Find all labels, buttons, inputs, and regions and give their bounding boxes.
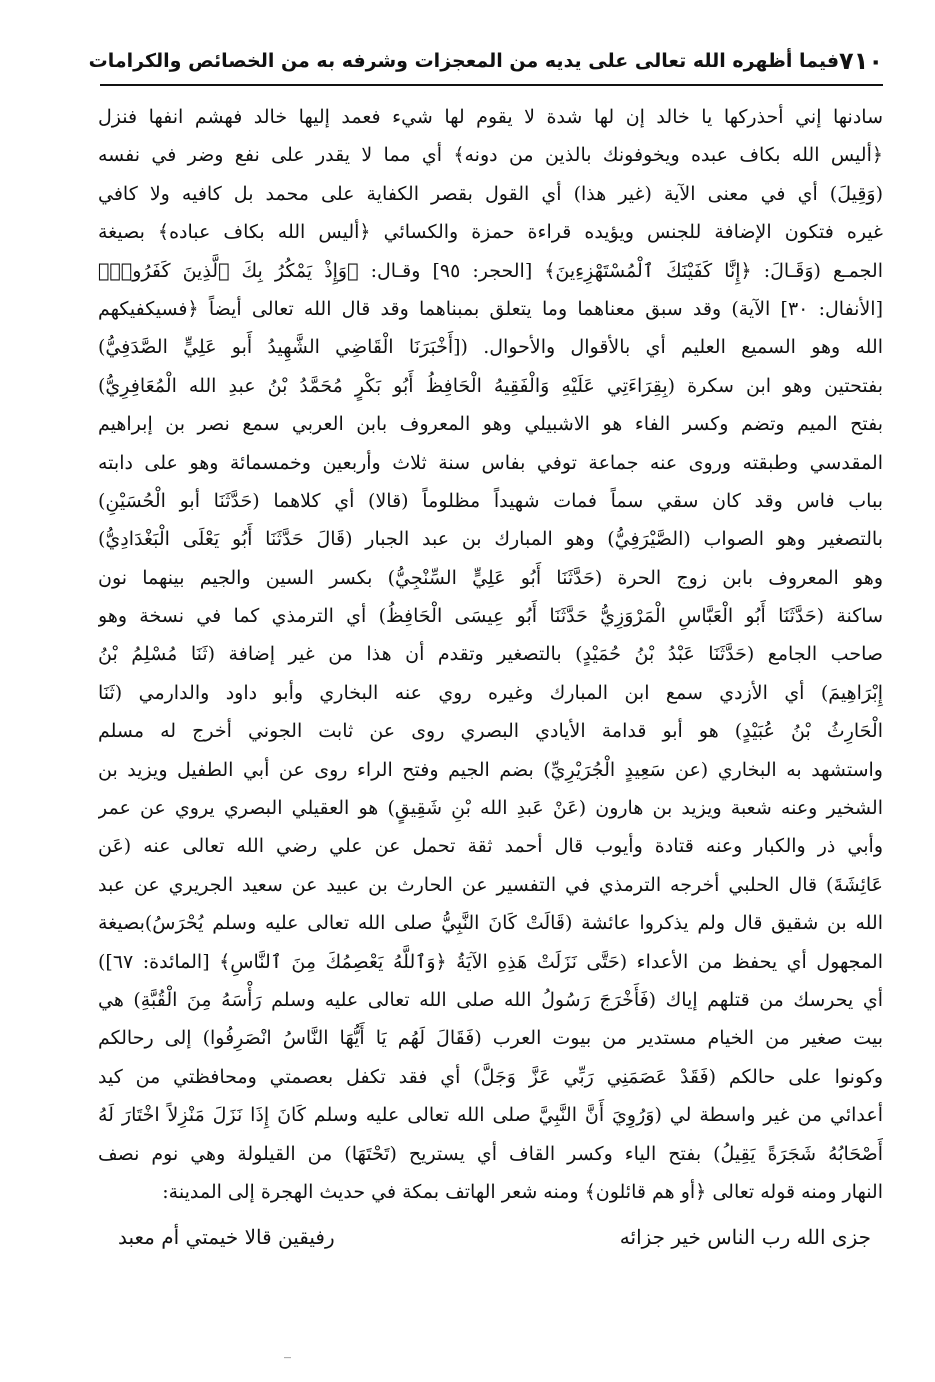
text-line: المقدسي وطبقته وروى عنه جماعة توفي بفاس سنة ثلاث وأربعين وخمسمائة وهو على دابته [98, 451, 883, 474]
text-line: واستشهد به البخاري (عن سَعِيدٍ الْجُرَيْرِيِّ) بضم الجيم وفتح الراء روى عن أبي الطفيل ويزيد بن [98, 758, 883, 781]
text-line: وكونوا على حالكم (فَقَدْ عَصَمَنِي رَبِّي عَزَّ وَجَلَّ) أي فقد تكفل بعصمتي ومحافظتي من كيد [98, 1065, 883, 1088]
text-line: [الأنفال: ٣٠] الآية) وقد سبق معناهما وما يتعلق بمبناهما وقد قال الله تعالى أيضاً ﴿فسيكفيكهم [98, 297, 883, 320]
text-line: بفتح الميم وتضم وكسر الفاء هو الاشبيلي وهو المعروف بابن العربي سمع نصر بن إبراهيم [98, 413, 883, 436]
text-line: بالتصغير وهو الصواب (الصَّيْرَفِيُّ) وهو المبارك بن عبد الجبار (قَالَ حَدَّثَنَا أَبُو يَعْلَى الْبَغْدَادِيُّ) [98, 528, 883, 551]
text-line: سادنها إني أحذركها يا خالد إن لها شدة لا يقوم لها شيء فعمد إليها خالد فهشم انفها فنزل [98, 106, 883, 128]
text-line: بيت صغير من الخيام مستدير من بيوت العرب (فَقَالَ لَهُم يَا أَيُّهَا النَّاسُ انْصَرِفُوا) إلى رحالكم [98, 1027, 883, 1050]
verse-first-hemistich: جزى الله رب الناس خير جزائه [619, 1225, 871, 1250]
text-line: ساكنة (حَدَّثَنَا أَبُو الْعَبَّاسِ الْمَرْوَزِيُّ حَدَّثَنَا أَبُو عِيسَى الْحَافِظُ) أي الترمذي كما في نسخة وهو [98, 605, 883, 628]
text-line: صاحب الجامع (حَدَّثَنَا عَبْدُ بْنُ حُمَيْدٍ) بالتصغير وتقدم أن هذا من غير إضافة (ثَنَا مُسْلِمُ بْنُ [98, 643, 883, 666]
text-line: ﴿أليس الله بكاف عبده ويخوفونك بالذين من دونه﴾ أي مما لا يقدر على نفع وضر في نفسه [98, 144, 883, 167]
text-line: الشخير وعنه شعبة ويزيد بن هارون (عَنْ عَبدِ الله بْنِ شَقِيقٍ) هو العقيلي البصري يروي عن عمر [98, 797, 883, 820]
body-text [98, 98, 883, 1257]
verse-second-hemistich: رفيقين قالا خيمتي أم معبد [118, 1225, 335, 1250]
page-header [88, 38, 883, 86]
running-title: فيما أظهره الله تعالى على يديه من المعجزات وشرفه به من الخصائص والكرامات [88, 50, 840, 72]
text-line: الْحَارِثُ بْنُ عُبَيْدٍ) هو أبو قدامة الأيادي البصري روى عن ثابت الجوني أخرج له مسلم [98, 720, 883, 743]
text-line: إِبْرَاهِيمَ) أي الأزدي سمع ابن المبارك وغيره روي عنه البخاري وأبو داود والدارمي (ثَنَا [98, 681, 883, 704]
print-mark: ‾ [284, 1356, 291, 1372]
text-line: أعدائي من غير واسطة لي (وَرُوِيَ أَنَّ النَّبِيَّ صلى الله تعالى عليه وسلم كَانَ إِذَا نَزَلَ مَنْزِلاً اخْتَارَ لَهُ [98, 1104, 883, 1127]
text-line: الجمـع (وَقَـالَ: ﴿إِنَّا كَفَيْنَكَ ٱلْمُسْتَهْزِءِينَ﴾ [الحجر: ٩٥] وقـال: ﴿وَإِذْ يَمْكُرُ بِكَ ٱلَّذِينَ كَفَرُوا۟﴾ [98, 259, 883, 282]
text-line: أي يحرسك من قتلهم إياك (فَأَخْرَجَ رَسُولُ الله صلى الله تعالى عليه وسلم رَأْسَهُ مِنَ الْقُبَّةِ) هي [98, 988, 883, 1011]
text-line: الله بن شقيق قال ولم يذكروا عائشة (قَالَتْ كَانَ النَّبِيُّ صلى الله تعالى عليه وسلم يُحْرَسُ)بصيغة [98, 912, 883, 935]
text-line: بباب فاس وقد كان سقي سماً فمات شهيداً مظلوماً (قالا) أي كلاهما (حَدَّثَنَا أبو الْحُسَيْنِ) [98, 489, 883, 512]
text-line: المجهول أي يحفظ من الأعداء (حَتَّى نَزَلَتْ هَذِهِ الآيَةُ ﴿وَٱللَّهُ يَعْصِمُكَ مِنَ ٱلنَّاسِ﴾ [المائدة: ٦٧]) [98, 950, 883, 973]
text-line: (وَقِيلَ) أي في معنى الآية (غير هذا) أي القول بقصر الكفاية على محمد بل كافيه ولا كافي [98, 182, 883, 205]
text-line: الله وهو السميع العليم أي بالأقوال والأحوال. ([أَخْبَرَنَا الْقَاضِي الشَّهِيدُ أَبو عَلِيٍّ الصَّدَفِيُّ) [98, 336, 883, 359]
text-line: بفتحتين وهو ابن سكرة (بِقِرَاءَتِي عَلَيْهِ وَالْفَقِيهُ الْحَافِظُ أَبُو بَكْرٍ مُحَمَّدُ بْنُ عبدِ الله الْمُعَافِرِيُّ) [98, 374, 883, 397]
text-line: عَائِشَةَ) قال الحلبي أخرجه الترمذي في التفسير عن الحارث بن عبيد عن سعيد الجريري عن عبد [98, 873, 883, 896]
page-number: ٧١٠ [839, 47, 883, 75]
text-line: وأبي ذر والكبار وعنه قتادة وأيوب قال أحمد ثقة تحمل عن علي رضي الله تعالى عنه (عَن [98, 835, 883, 858]
text-line: وهو المعروف بابن زوج الحرة (حَدَّثَنَا أَبُو عَلِيٍّ السِّنْجِيُّ) بكسر السين والجيم بينهما نون [98, 566, 883, 589]
text-line: النهار ومنه قوله تعالى ﴿أو هم قائلون﴾ ومنه شعر الهاتف بمكة في حديث الهجرة إلى المدينة: [162, 1180, 883, 1203]
text-line: غيره فتكون الإضافة للجنس ويؤيده قراءة حمزة والكسائي ﴿أليس الله بكاف عباده﴾ بصيغة [98, 221, 883, 244]
text-line: أَصْحَابُهُ شَجَرَةً يَقِيلُ) بفتح الياء وكسر القاف أي يستريح (تَحْتَهَا) من القيلولة وهي نوم نصف [98, 1142, 883, 1165]
poetry-verse [98, 1217, 883, 1257]
